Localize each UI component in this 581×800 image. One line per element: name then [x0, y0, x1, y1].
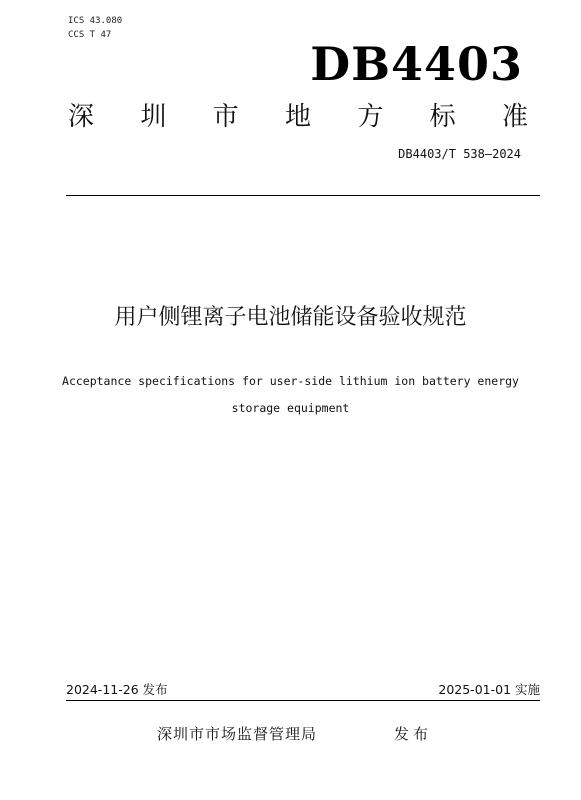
standard-type-char: 圳 [140, 102, 167, 132]
standard-type-char: 深 [68, 102, 95, 132]
standard-number: DB4403/T 538—2024 [398, 147, 521, 161]
document-title-english [20, 368, 561, 422]
db-standard-logo: DB4403 [310, 37, 523, 91]
title-english-line-1: Acceptance specifications for user-side lithium ion battery energy [62, 374, 519, 388]
standard-type-char: 地 [284, 102, 311, 132]
top-divider [66, 195, 540, 196]
standard-type-char: 准 [501, 102, 528, 132]
standard-type-heading [68, 100, 528, 134]
standard-type-char: 市 [212, 102, 239, 132]
document-title-chinese: 用户侧锂离子电池储能设备验收规范 [114, 305, 467, 330]
issue-label: 发布 [394, 725, 433, 743]
standard-type-char: 方 [357, 102, 384, 132]
title-english-line-2: storage equipment [231, 401, 350, 415]
bottom-divider [66, 700, 540, 701]
issue-date: 2024-11-26 发布 [66, 682, 168, 697]
issuing-authority: 深圳市市场监督管理局 [157, 725, 318, 743]
implementation-date: 2025-01-01 实施 [438, 682, 540, 697]
ccs-code: CCS T 47 [68, 30, 112, 40]
ics-code: ICS 43.080 [68, 16, 123, 26]
standard-type-char: 标 [429, 102, 456, 132]
